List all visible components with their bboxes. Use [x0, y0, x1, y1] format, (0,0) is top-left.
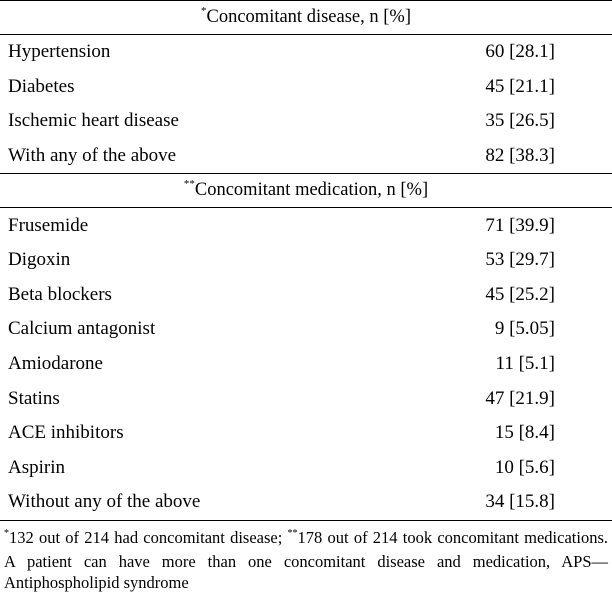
row-value: 15 [8.4]	[494, 422, 555, 444]
footnote-text: 178 out of 214 took concomitant medications. A patient can have more than one concomitant disease and medication, APS—Antiphospholipid syndrome	[4, 527, 608, 592]
table-row	[0, 35, 612, 70]
table-row	[0, 104, 612, 139]
table-row	[0, 416, 612, 451]
row-label: Statins	[8, 387, 60, 409]
heading-text: Concomitant disease, n [%]	[206, 7, 411, 27]
row-label: ACE inhibitors	[8, 422, 124, 444]
table-row	[0, 278, 612, 313]
row-value: 35 [26.5]	[485, 110, 555, 132]
section-heading-disease	[0, 1, 612, 34]
row-value: 45 [21.1]	[485, 75, 555, 97]
row-label: Calcium antagonist	[8, 318, 156, 340]
footnote-text: 132 out of 214 had concomitant disease;	[9, 527, 288, 547]
row-value: 34 [15.8]	[485, 491, 555, 513]
row-label: Hypertension	[8, 41, 111, 63]
row-value: 60 [28.1]	[485, 41, 555, 63]
row-label: Beta blockers	[8, 283, 112, 305]
row-value: 47 [21.9]	[485, 387, 555, 409]
row-label: With any of the above	[8, 145, 177, 167]
footnote-marker: *	[4, 527, 9, 539]
table-row	[0, 139, 612, 174]
table-row	[0, 243, 612, 278]
table-footnote	[0, 521, 612, 593]
row-value: 10 [5.6]	[494, 456, 555, 478]
table-row	[0, 208, 612, 243]
table-row	[0, 485, 612, 520]
row-value: 71 [39.9]	[485, 214, 555, 236]
heading-marker: *	[201, 5, 207, 17]
footnote-marker: **	[287, 527, 298, 539]
row-value: 11 [5.1]	[495, 353, 555, 375]
row-label: Diabetes	[8, 75, 75, 97]
table-row	[0, 312, 612, 347]
row-value: 82 [38.3]	[485, 145, 555, 167]
table-row	[0, 347, 612, 382]
row-label: Aspirin	[8, 456, 65, 478]
section-heading-medication	[0, 174, 612, 207]
row-label: Frusemide	[8, 214, 89, 236]
row-value: 53 [29.7]	[485, 249, 555, 271]
row-label: Without any of the above	[8, 491, 201, 513]
row-label: Ischemic heart disease	[8, 110, 179, 132]
row-label: Amiodarone	[8, 353, 103, 375]
table-row	[0, 381, 612, 416]
heading-text: Concomitant medication, n [%]	[194, 180, 429, 201]
heading-marker: **	[183, 178, 195, 191]
row-value: 9 [5.05]	[494, 318, 555, 340]
row-value: 45 [25.2]	[485, 283, 555, 305]
disease-rows	[0, 35, 612, 173]
medication-rows	[0, 208, 612, 519]
table-row	[0, 451, 612, 486]
table-row	[0, 70, 612, 105]
row-label: Digoxin	[8, 249, 71, 271]
